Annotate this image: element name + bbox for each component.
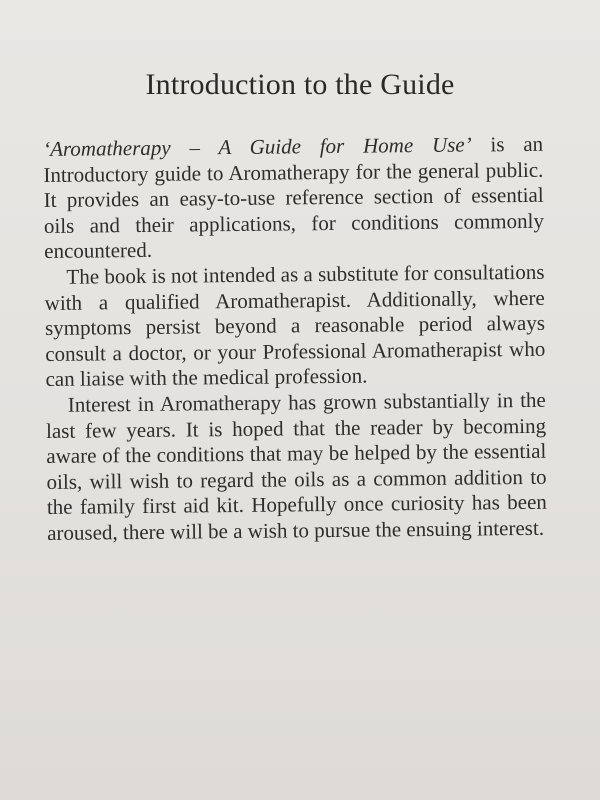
paragraph-1 (43, 132, 544, 265)
page-title: Introduction to the Guide (145, 68, 455, 101)
paragraph-1-text: is an Introductory guide to Aromatherapy for the general public. It provides an easy-to-use reference section of essential oils and their applications, for conditions commonly encountered. (43, 131, 545, 264)
book-title: ‘Aromatherapy – A Guide for Home Use’ (43, 132, 472, 161)
body-text (43, 132, 547, 547)
paragraph-3: Interest in Aromatherapy has grown substantially in the last few years. It is hoped that the reader by becoming aware of the conditions that may be helped by the essential oils, will wish to regard the oils as a common addition to the family first aid kit. Hopefully once curiosity has been aroused, there will be a wish to pursue the ensuing interest. (45, 387, 547, 545)
paragraph-2: The book is not intended as a substitute for consultations with a qualified Aromatherapist. Additionally, where symptoms persist beyond a reasonable period always consult a doctor, or your Professional Aromatherapist who can liaise with the medical profession. (44, 259, 546, 392)
